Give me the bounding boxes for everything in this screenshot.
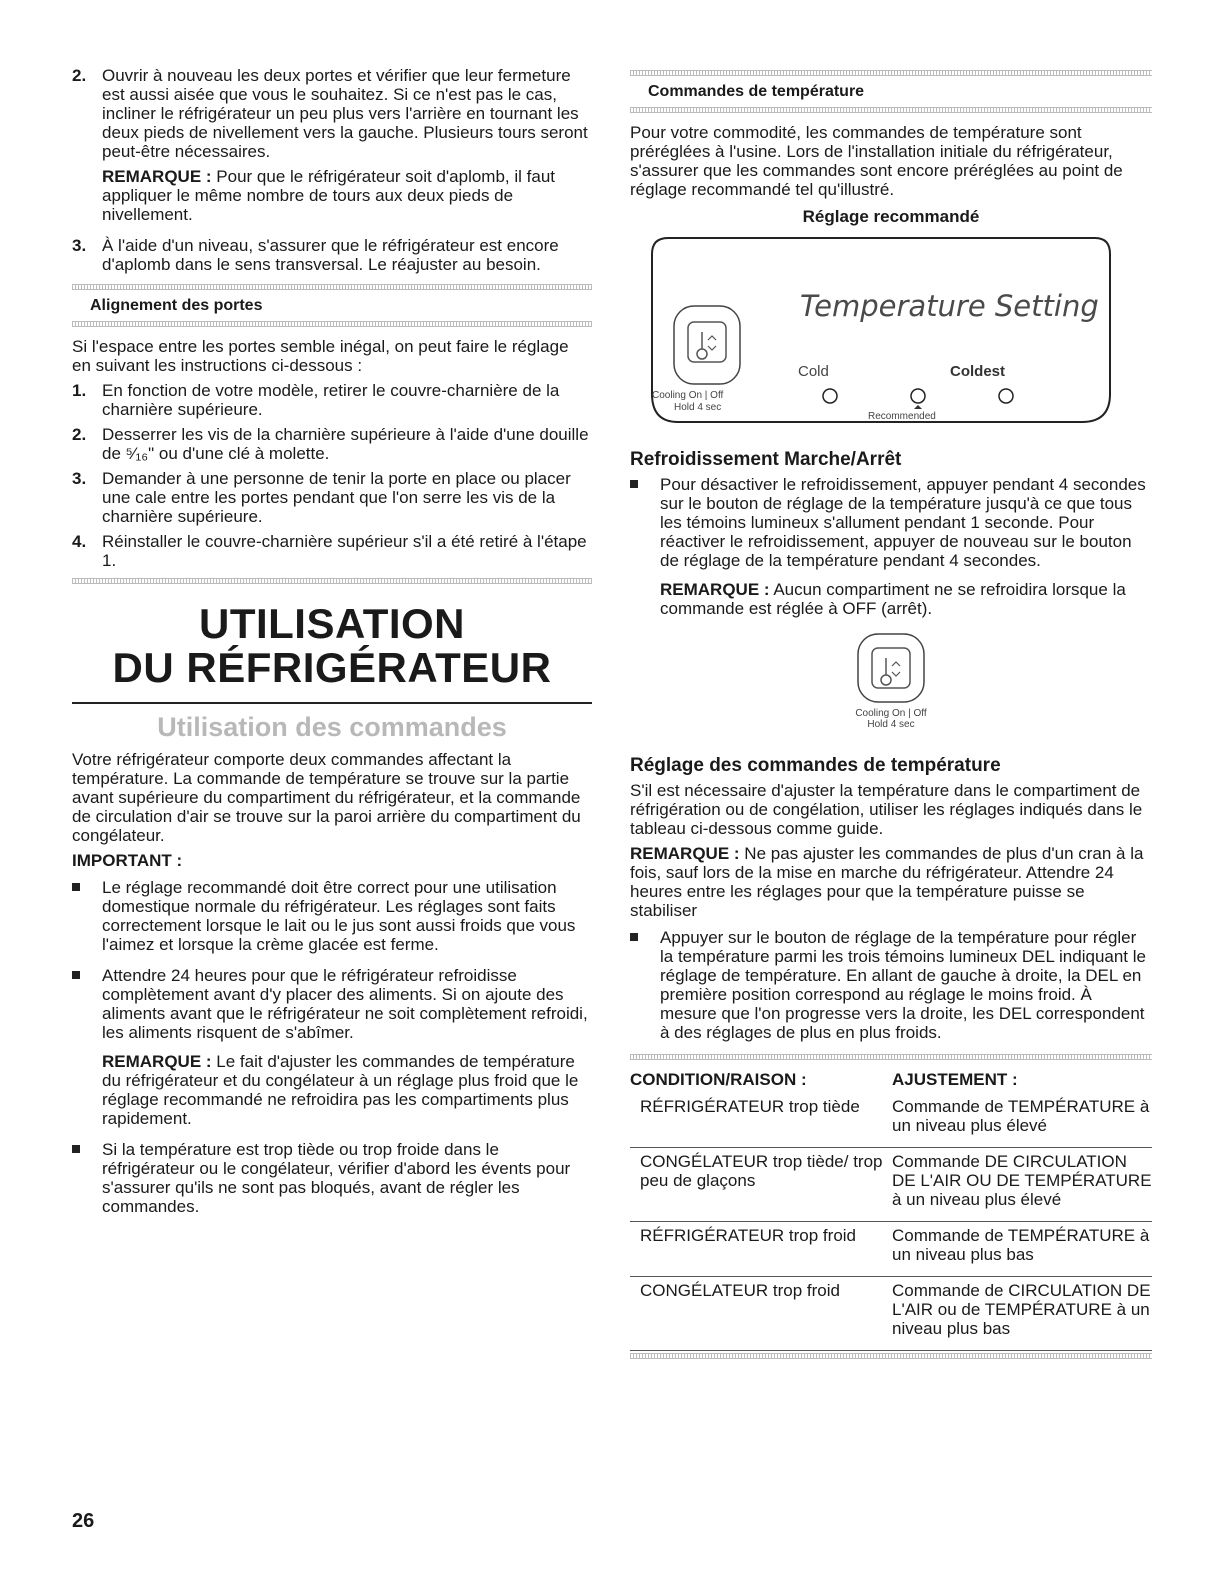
bullet-text: Si la température est trop tiède ou trop froide dans le réfrigérateur ou le congélateur, vérifier d'abord les évents pour s'assurer qu'ils ne sont pas bloqués, avant de régler les commandes. xyxy=(102,1140,571,1216)
bullet-note xyxy=(102,1052,592,1128)
thermometer-icon xyxy=(856,632,926,704)
important-bullet xyxy=(72,878,592,954)
table-cell: Commande DE CIRCULATION DE L'AIR OU DE TEMPÉRATURE à un niveau plus élevé xyxy=(892,1148,1152,1222)
step-number: 3. xyxy=(72,469,87,488)
door-step xyxy=(72,425,592,463)
thermometer-button-outline xyxy=(674,306,740,384)
adjust-note xyxy=(630,844,1152,920)
step-number: 2. xyxy=(72,66,87,85)
note-text: Le fait d'ajuster les commandes de température du réfrigérateur et du congélateur à un réglage plus froid que le réglage recommandé ne refroidira pas les compartiments plus rapidement. xyxy=(102,1052,579,1128)
hatch-divider xyxy=(630,1353,1152,1359)
table-header-row xyxy=(630,1068,1152,1093)
cooling-label: Cooling On | Off xyxy=(652,390,724,401)
step-note xyxy=(102,167,592,224)
coldest-label: Coldest xyxy=(950,363,1006,380)
note-label: REMARQUE : xyxy=(102,167,212,186)
chapter-title-line-2: DU RÉFRIGÉRATEUR xyxy=(112,644,552,691)
hatch-divider xyxy=(72,321,592,327)
door-alignment-heading: Alignement des portes xyxy=(90,297,263,314)
cooling-button-figure xyxy=(846,632,936,730)
step-text: En fonction de votre modèle, retirer le couvre-charnière de la charnière supérieure. xyxy=(102,381,560,419)
note-text: Ne pas ajuster les commandes de plus d'un cran à la fois, sauf lors de la mise en marche du réfrigérateur. Attendre 24 heures entre les réglages pour que la température puisse se stabiliser xyxy=(630,844,1144,920)
table-row xyxy=(630,1148,1152,1222)
door-step xyxy=(72,381,592,419)
column-header: AJUSTEMENT : xyxy=(892,1070,1018,1089)
door-step xyxy=(72,532,592,570)
panel-title: Temperature Setting xyxy=(800,289,1099,323)
hatch-divider xyxy=(72,578,592,584)
table-cell: Commande de CIRCULATION DE L'AIR ou de TEMPÉRATURE à un niveau plus bas xyxy=(892,1277,1152,1351)
note-text: Pour que le réfrigérateur soit d'aplomb, il faut appliquer le même nombre de tours aux deux pieds de nivellement. xyxy=(102,167,555,224)
left-column xyxy=(72,66,592,1228)
table-row xyxy=(630,1222,1152,1277)
note-label: REMARQUE : xyxy=(660,580,770,599)
leveling-step-3 xyxy=(72,236,592,274)
hold-label: Hold 4 sec xyxy=(867,719,915,730)
hatch-divider xyxy=(630,107,1152,113)
bullet-square xyxy=(630,933,638,941)
hold-label: Hold 4 sec xyxy=(674,402,722,413)
step-text: Demander à une personne de tenir la porte en place ou placer une cale entre les portes pendant que l'on serre les vis de la charnière supérieure. xyxy=(102,469,571,526)
recommended-label: Recommended xyxy=(868,411,936,422)
bullet-text: Le réglage recommandé doit être correct pour une utilisation domestique normale du réfrigérateur. Les réglages sont faits correctement lorsque le lait ou le jus sont aussi froids que vous l'aimez et lorsque la crème glacée est ferme. xyxy=(102,878,576,954)
adjustment-table xyxy=(630,1068,1152,1351)
table-cell: Commande de TEMPÉRATURE à un niveau plus élevé xyxy=(892,1093,1152,1148)
step-number: 2. xyxy=(72,425,87,444)
important-bullet xyxy=(72,966,592,1128)
adjust-bullet xyxy=(630,928,1152,1042)
adjust-intro: S'il est nécessaire d'ajuster la température dans le compartiment de réfrigération ou de congélation, utiliser les réglages indiqués dans le tableau ci-dessous comme guide. xyxy=(630,781,1143,838)
table-cell: Commande de TEMPÉRATURE à un niveau plus bas xyxy=(892,1222,1152,1277)
bullet-text: Pour désactiver le refroidissement, appuyer pendant 4 secondes sur le bouton de réglage de la température jusqu'à ce que tous les témoins lumineux s'allument pendant 1 seconde. Pour réactiver le refroidissement, appuyer de nouveau sur le bouton de réglage de la température pendant 4 secondes. xyxy=(660,475,1146,570)
door-alignment-intro: Si l'espace entre les portes semble inégal, on peut faire le réglage en suivant les instructions ci-dessous : xyxy=(72,337,569,375)
step-text: À l'aide d'un niveau, s'assurer que le réfrigérateur est encore d'aplomb dans le sens transversal. Le réajuster au besoin. xyxy=(102,236,559,274)
cooling-bullet xyxy=(630,475,1152,618)
cooling-label: Cooling On | Off xyxy=(855,708,927,719)
table-row xyxy=(630,1277,1152,1351)
chapter-title xyxy=(72,602,592,690)
hatch-divider xyxy=(630,1054,1152,1060)
chapter-title-line-1: UTILISATION xyxy=(198,600,466,647)
step-number: 1. xyxy=(72,381,87,400)
bullet-square xyxy=(72,1145,80,1153)
step-number: 3. xyxy=(72,236,87,255)
page-number: 26 xyxy=(72,1510,95,1532)
leveling-step-2 xyxy=(72,66,592,224)
section-title: Utilisation des commandes xyxy=(157,712,507,742)
step-text: Desserrer les vis de la charnière supérieure à l'aide d'une douille de ⁵⁄₁₆" ou d'une clé à molette. xyxy=(102,425,589,463)
bullet-text: Attendre 24 heures pour que le réfrigérateur refroidisse complètement avant d'y placer des aliments. Si on ajoute des aliments avant que le réfrigérateur ne soit complètement refroidi, les aliments risquent de s'abîmer. xyxy=(102,966,588,1042)
table-row xyxy=(630,1093,1152,1148)
table-cell: RÉFRIGÉRATEUR trop tiède xyxy=(630,1093,892,1148)
step-text: Ouvrir à nouveau les deux portes et vérifier que leur fermeture est aussi aisée que vous le souhaitez. Si ce n'est pas le cas, incliner le réfrigérateur un peu plus vers l'arrière en tournant les deux pieds de nivellement vers la gauche. Plusieurs tours seront peut-être nécessaires. xyxy=(102,66,588,161)
bullet-text: Appuyer sur le bouton de réglage de la température pour régler la température parmi les trois témoins lumineux DEL indiquant le réglage de température. En allant de gauche à droite, la DEL en première position correspond au réglage le moins froid. À mesure que l'on progresse vers la droite, les DEL correspondent à des réglages de plus en plus froids. xyxy=(660,928,1146,1042)
recommended-setting-title: Réglage recommandé xyxy=(802,207,980,226)
note-text: Aucun compartiment ne se refroidira lorsque la commande est réglée à OFF (arrêt). xyxy=(660,580,1126,618)
bullet-square xyxy=(72,883,80,891)
led-1 xyxy=(823,389,837,403)
step-number: 4. xyxy=(72,532,87,551)
table-cell: RÉFRIGÉRATEUR trop froid xyxy=(630,1222,892,1277)
table-cell: CONGÉLATEUR trop tiède/ trop peu de glaçons xyxy=(630,1148,892,1222)
temperature-control-panel xyxy=(650,234,1113,422)
led-2 xyxy=(911,389,925,403)
cooling-onoff-heading: Refroidissement Marche/Arrêt xyxy=(630,449,902,470)
led-3 xyxy=(999,389,1013,403)
table-cell: CONGÉLATEUR trop froid xyxy=(630,1277,892,1351)
important-label: IMPORTANT : xyxy=(72,851,183,870)
adjust-heading: Réglage des commandes de température xyxy=(630,755,1001,776)
bullet-square xyxy=(72,971,80,979)
right-column xyxy=(630,70,1152,1359)
cold-label: Cold xyxy=(798,363,829,380)
column-header: CONDITION/RAISON : xyxy=(630,1070,807,1089)
section-intro: Votre réfrigérateur comporte deux commandes affectant la température. La commande de température se trouve sur la partie avant supérieure du compartiment du réfrigérateur, et la commande de circulation d'air se trouve sur la paroi arrière du compartiment du congélateur. xyxy=(72,750,581,845)
note-label: REMARQUE : xyxy=(630,844,740,863)
note-label: REMARQUE : xyxy=(102,1052,212,1071)
bullet-square xyxy=(630,480,638,488)
door-step xyxy=(72,469,592,526)
title-rule xyxy=(72,702,592,704)
temp-controls-intro: Pour votre commodité, les commandes de température sont préréglées à l'usine. Lors de l'installation initiale du réfrigérateur, s'assurer que les commandes sont encore préréglées au point de réglage recommandé tel qu'illustré. xyxy=(630,123,1123,199)
temp-controls-heading: Commandes de température xyxy=(648,83,865,100)
step-text: Réinstaller le couvre-charnière supérieur s'il a été retiré à l'étape 1. xyxy=(102,532,587,570)
bullet-note xyxy=(660,580,1152,618)
important-bullet xyxy=(72,1140,592,1216)
